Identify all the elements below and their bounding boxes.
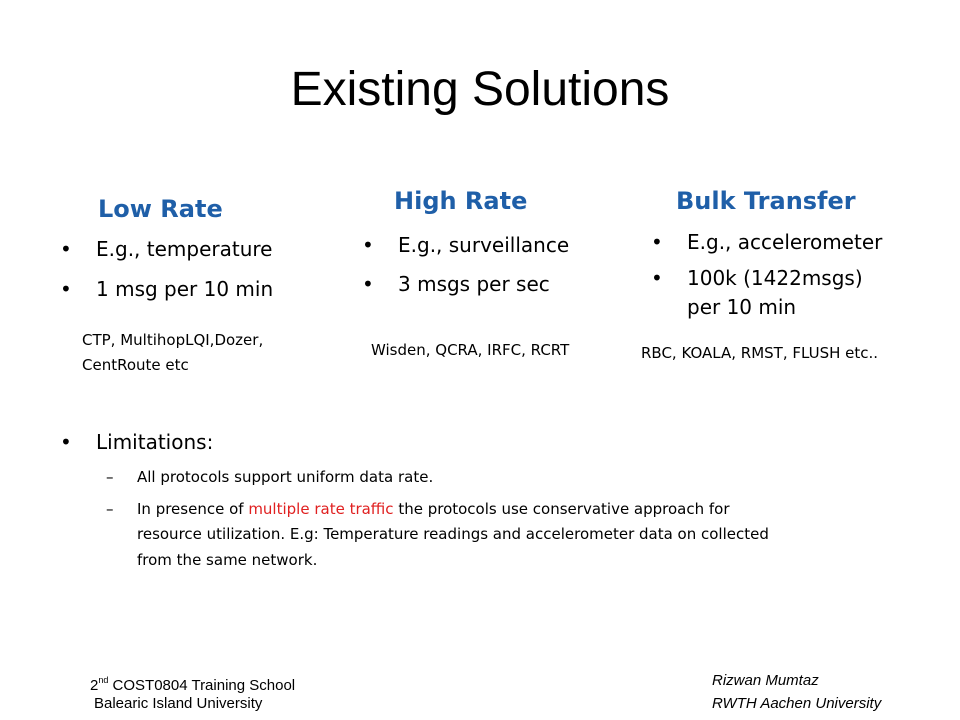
high-rate-protocols: Wisden, QCRA, IRFC, RCRT [371,341,570,359]
low-rate-bullet-1 [60,236,273,262]
limitation-item-2-text-after: the protocols use conservative approach for [393,500,730,518]
limitations-label [60,429,214,455]
limitation-item-2 [106,498,730,521]
bullet-icon: • [362,233,374,257]
footer-number: 2 [90,677,99,694]
bullet-icon: • [60,430,72,454]
high-rate-heading: High Rate [394,187,528,215]
limitation-item-2-text-before: In presence of [137,500,249,518]
limitation-item-2-line-3: from the same network. [137,551,318,569]
limitations-text: Limitations: [96,430,214,454]
bullet-icon: • [60,277,72,301]
limitation-item-1 [106,466,434,489]
low-rate-bullet-2 [60,276,274,302]
bulk-transfer-bullet-1 [651,229,883,255]
bullet-text: 1 msg per 10 min [96,277,274,301]
slide-title: Existing Solutions [290,63,670,116]
footer-affiliation: RWTH Aachen University [712,695,882,712]
bulk-transfer-protocols: RBC, KOALA, RMST, FLUSH etc.. [641,344,879,362]
bullet-text: 100k (1422msgs) [687,266,863,290]
high-rate-bullet-1 [362,232,570,258]
footer-superscript: nd [98,675,109,685]
bullet-text: 3 msgs per sec [398,272,550,296]
bullet-text: E.g., accelerometer [687,230,883,254]
low-rate-protocols-line-2: CentRoute etc [82,356,189,374]
limitation-item-2-line-2: resource utilization. E.g: Temperature readings and accelerometer data on collected [137,525,769,543]
dash-icon: – [106,468,114,486]
limitation-item-1-text: All protocols support uniform data rate. [137,468,434,486]
footer-left-line-2: Balearic Island University [94,695,263,712]
bulk-transfer-bullet-2 [651,265,863,291]
bullet-icon: • [651,266,663,290]
footer-author: Rizwan Mumtaz [712,672,819,689]
bullet-text: E.g., surveillance [398,233,570,257]
highlight-text: multiple rate traffic [248,500,394,518]
bullet-icon: • [362,272,374,296]
bullet-icon: • [651,230,663,254]
bullet-text: E.g., temperature [96,237,273,261]
bulk-transfer-bullet-2-continuation: per 10 min [687,295,797,319]
bullet-icon: • [60,237,72,261]
dash-icon: – [106,500,114,518]
low-rate-protocols-line-1: CTP, MultihopLQI,Dozer, [82,331,264,349]
low-rate-heading: Low Rate [98,195,223,223]
footer-event-name: COST0804 Training School [108,677,296,694]
bulk-transfer-heading: Bulk Transfer [676,187,856,215]
high-rate-bullet-2 [362,271,550,297]
